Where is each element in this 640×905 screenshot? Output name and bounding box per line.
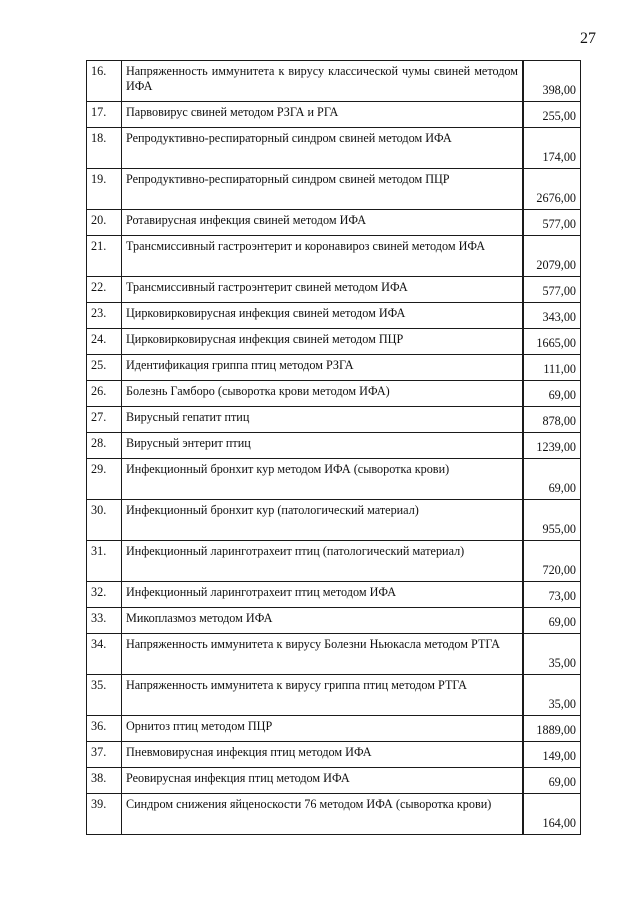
service-name: Болезнь Гамборо (сыворотка крови методом ИФА) <box>122 381 523 407</box>
service-name: Инфекционный бронхит кур (патологический материал) <box>122 500 523 541</box>
service-name: Вирусный энтерит птиц <box>122 433 523 459</box>
table-row <box>87 61 581 102</box>
table-row <box>87 277 581 303</box>
service-name: Микоплазмоз методом ИФА <box>122 608 523 634</box>
row-number: 39. <box>87 794 122 835</box>
table-row <box>87 102 581 128</box>
price-cell: 69,00 <box>524 381 581 407</box>
table-row <box>87 329 581 355</box>
service-name: Парвовирус свиней методом РЗГА и РГА <box>122 102 523 128</box>
row-number: 37. <box>87 742 122 768</box>
service-name: Инфекционный ларинготрахеит птиц методом ИФА <box>122 582 523 608</box>
price-cell: 955,00 <box>524 500 581 541</box>
row-number: 26. <box>87 381 122 407</box>
price-cell: 111,00 <box>524 355 581 381</box>
row-number: 32. <box>87 582 122 608</box>
price-cell: 174,00 <box>524 128 581 169</box>
table-row <box>87 634 581 675</box>
service-name: Идентификация гриппа птиц методом РЗГА <box>122 355 523 381</box>
row-number: 25. <box>87 355 122 381</box>
service-name: Орнитоз птиц методом ПЦР <box>122 716 523 742</box>
row-number: 34. <box>87 634 122 675</box>
price-cell: 878,00 <box>524 407 581 433</box>
price-cell: 577,00 <box>524 210 581 236</box>
price-table <box>86 60 581 835</box>
service-name: Вирусный гепатит птиц <box>122 407 523 433</box>
row-number: 21. <box>87 236 122 277</box>
table-row <box>87 742 581 768</box>
price-cell: 720,00 <box>524 541 581 582</box>
table-row <box>87 675 581 716</box>
row-number: 27. <box>87 407 122 433</box>
price-cell: 2676,00 <box>524 169 581 210</box>
row-number: 36. <box>87 716 122 742</box>
price-cell: 1239,00 <box>524 433 581 459</box>
service-name: Цирковирковирусная инфекция свиней методом ИФА <box>122 303 523 329</box>
table-row <box>87 794 581 835</box>
row-number: 31. <box>87 541 122 582</box>
price-cell: 69,00 <box>524 459 581 500</box>
service-name: Напряженность иммунитета к вирусу гриппа птиц методом РТГА <box>122 675 523 716</box>
table-row <box>87 716 581 742</box>
service-name: Трансмиссивный гастроэнтерит свиней методом ИФА <box>122 277 523 303</box>
price-cell: 1889,00 <box>524 716 581 742</box>
price-cell: 73,00 <box>524 582 581 608</box>
price-cell: 164,00 <box>524 794 581 835</box>
price-cell: 69,00 <box>524 608 581 634</box>
row-number: 17. <box>87 102 122 128</box>
price-cell: 35,00 <box>524 675 581 716</box>
row-number: 29. <box>87 459 122 500</box>
table-row <box>87 433 581 459</box>
table-row <box>87 608 581 634</box>
price-cell: 343,00 <box>524 303 581 329</box>
table-row <box>87 210 581 236</box>
service-name: Репродуктивно-респираторный синдром свиней методом ИФА <box>122 128 523 169</box>
table-row <box>87 582 581 608</box>
service-name: Ротавирусная инфекция свиней методом ИФА <box>122 210 523 236</box>
service-name: Цирковирковирусная инфекция свиней методом ПЦР <box>122 329 523 355</box>
table-row <box>87 128 581 169</box>
service-name: Пневмовирусная инфекция птиц методом ИФА <box>122 742 523 768</box>
service-name: Инфекционный бронхит кур методом ИФА (сыворотка крови) <box>122 459 523 500</box>
service-name: Инфекционный ларинготрахеит птиц (патологический материал) <box>122 541 523 582</box>
row-number: 18. <box>87 128 122 169</box>
table-row <box>87 236 581 277</box>
price-cell: 577,00 <box>524 277 581 303</box>
row-number: 33. <box>87 608 122 634</box>
table-row <box>87 169 581 210</box>
service-name: Реовирусная инфекция птиц методом ИФА <box>122 768 523 794</box>
price-cell: 1665,00 <box>524 329 581 355</box>
service-name: Синдром снижения яйценоскости 76 методом ИФА (сыворотка крови) <box>122 794 523 835</box>
price-table-body <box>87 61 581 835</box>
service-name: Трансмиссивный гастроэнтерит и коронавироз свиней методом ИФА <box>122 236 523 277</box>
table-row <box>87 407 581 433</box>
row-number: 22. <box>87 277 122 303</box>
row-number: 38. <box>87 768 122 794</box>
row-number: 16. <box>87 61 122 102</box>
service-name: Напряженность иммунитета к вирусу Болезни Ньюкасла методом РТГА <box>122 634 523 675</box>
row-number: 30. <box>87 500 122 541</box>
table-row <box>87 381 581 407</box>
service-name: Напряженность иммунитета к вирусу классической чумы свиней методом ИФА <box>122 61 523 102</box>
price-cell: 255,00 <box>524 102 581 128</box>
row-number: 19. <box>87 169 122 210</box>
service-name: Репродуктивно-респираторный синдром свиней методом ПЦР <box>122 169 523 210</box>
row-number: 20. <box>87 210 122 236</box>
row-number: 24. <box>87 329 122 355</box>
table-row <box>87 500 581 541</box>
row-number: 28. <box>87 433 122 459</box>
page-number: 27 <box>580 30 596 47</box>
price-cell: 69,00 <box>524 768 581 794</box>
table-row <box>87 303 581 329</box>
table-row <box>87 541 581 582</box>
row-number: 23. <box>87 303 122 329</box>
price-cell: 149,00 <box>524 742 581 768</box>
price-cell: 398,00 <box>524 61 581 102</box>
price-cell: 2079,00 <box>524 236 581 277</box>
table-row <box>87 768 581 794</box>
price-cell: 35,00 <box>524 634 581 675</box>
table-row <box>87 459 581 500</box>
row-number: 35. <box>87 675 122 716</box>
table-row <box>87 355 581 381</box>
